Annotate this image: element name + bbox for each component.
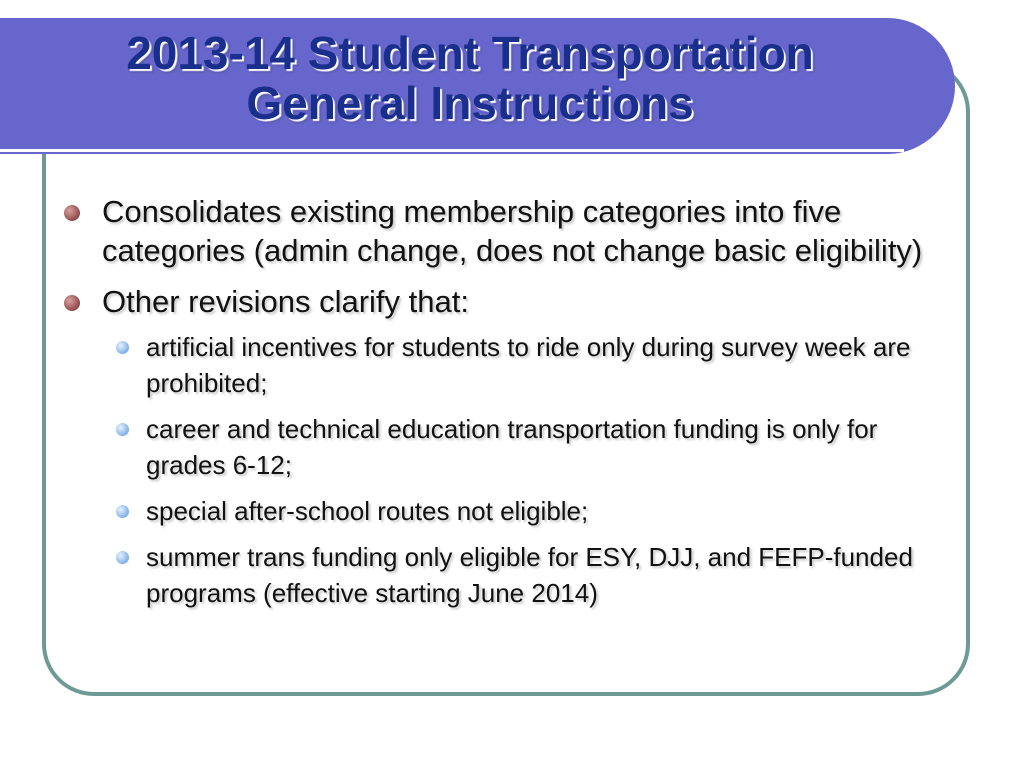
bullet-text: Other revisions clarify that: <box>102 284 469 319</box>
title-underline <box>0 149 904 152</box>
sub-bullet-item <box>102 493 932 529</box>
bullet-dot-icon <box>64 205 80 221</box>
sub-bullet-dot-icon <box>116 551 129 564</box>
sub-bullet-text: special after-school routes not eligible; <box>146 496 589 526</box>
sub-bullet-item <box>102 329 932 401</box>
bullet-text: Consolidates existing membership categories into five categories (admin change, does not change basic eligibility) <box>102 194 923 268</box>
sub-bullet-dot-icon <box>116 423 129 436</box>
bullet-dot-icon <box>64 295 80 311</box>
sub-bullet-item <box>102 411 932 483</box>
slide-title-line-1: 2013-14 Student Transportation <box>126 27 814 79</box>
bullet-item <box>62 282 932 611</box>
sub-bullet-dot-icon <box>116 341 129 354</box>
sub-bullet-text: artificial incentives for students to ride only during survey week are prohibited; <box>146 332 911 398</box>
slide-title-line-2: General Instructions <box>246 77 694 129</box>
sub-bullet-dot-icon <box>116 505 129 518</box>
sub-bullet-item <box>102 539 932 611</box>
sub-bullet-text: summer trans funding only eligible for ESY, DJJ, and FEFP-funded programs (effective starting June 2014) <box>146 542 913 608</box>
bullet-item <box>62 192 932 270</box>
slide-title <box>0 28 940 128</box>
bullet-list <box>62 192 932 623</box>
sub-bullet-text: career and technical education transportation funding is only for grades 6-12; <box>146 414 878 480</box>
sub-bullet-list <box>102 329 932 611</box>
